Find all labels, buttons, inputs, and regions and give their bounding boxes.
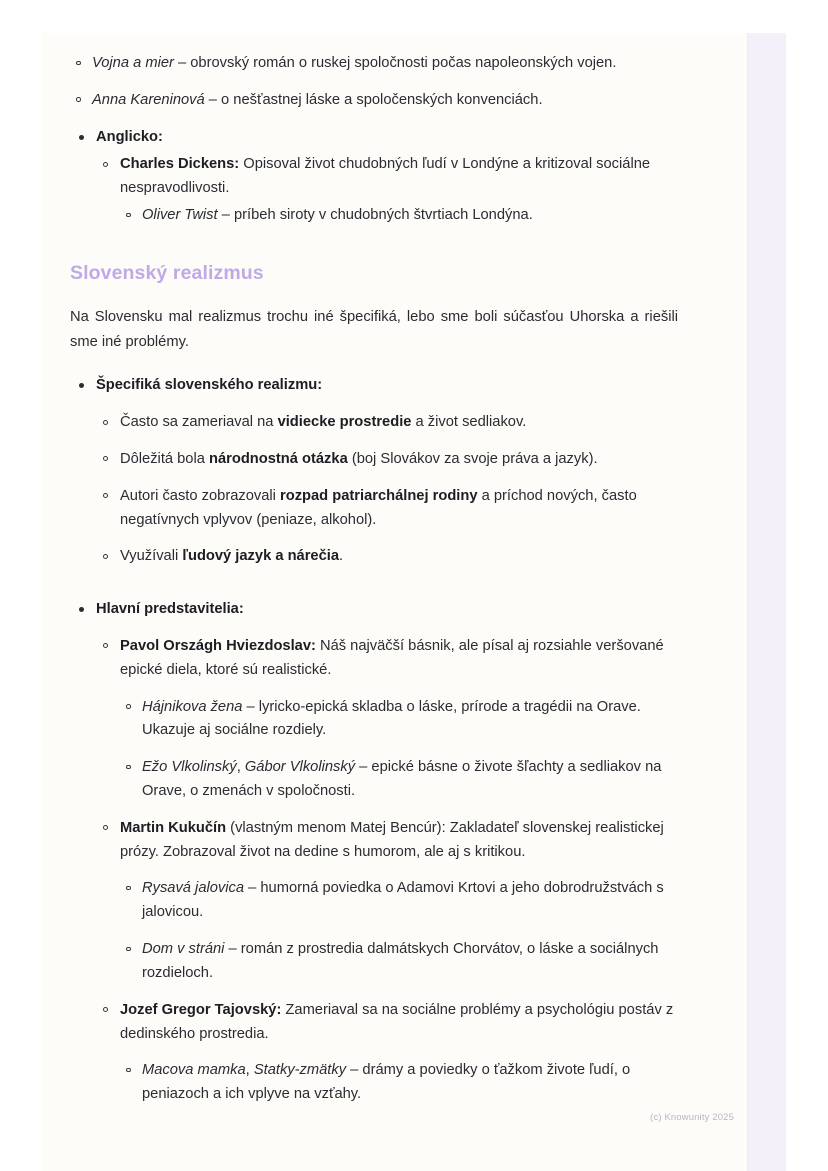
dash: – — [204, 91, 222, 108]
work-title: Ežo Vlkolinský — [142, 759, 237, 776]
work-description: príbeh siroty v chudobných štvrtiach Londýna. — [233, 207, 533, 224]
author-works-list — [120, 696, 678, 804]
bullet-icon — [103, 825, 108, 830]
list-item — [120, 938, 678, 986]
list-item — [96, 545, 678, 569]
dash: – — [224, 941, 241, 958]
list-item — [120, 1059, 678, 1107]
list-item — [96, 999, 678, 1107]
work-description: o nešťastnej láske a spoločenských konvenciách. — [221, 91, 543, 108]
author-name: Jozef Gregor Tajovský: — [120, 1001, 282, 1018]
list-item — [120, 877, 678, 925]
work-title: Anna Kareninová — [92, 91, 205, 108]
bullet-icon — [103, 643, 108, 648]
author-description: Zameriaval sa na sociálne problémy a psychológiu postáv z dedinského prostredia. — [120, 1001, 674, 1042]
item-text-post: a príchod nových, často negatívnych vplyvov (peniaze, alkohol). — [120, 487, 637, 528]
dash: – — [173, 55, 191, 71]
bullet-icon — [79, 135, 84, 140]
author-works-list — [120, 1059, 678, 1107]
work-title: Oliver Twist — [142, 207, 218, 224]
spacer — [70, 582, 678, 596]
work-title-secondary: Gábor Vlkolinský — [244, 759, 356, 776]
separator: , — [245, 1062, 254, 1079]
bullet-icon — [103, 456, 108, 461]
subsection-heading: Hlavní predstavitelia: — [96, 601, 244, 618]
bullet-icon — [126, 886, 131, 891]
list-item — [96, 485, 678, 533]
author-name: Martin Kukučín — [120, 819, 227, 836]
copyright-credit: (c) Knowunity 2025 — [650, 1111, 734, 1122]
work-title: Hájnikova žena — [142, 698, 243, 715]
separator: , — [236, 759, 245, 776]
section-heading: Slovenský realizmus — [70, 261, 264, 284]
dash: – — [242, 698, 259, 715]
dash: – — [346, 1062, 363, 1079]
work-description: humorná poviedka o Adamovi Krtovi a jeho dobrodružstvách s jalovicou. — [142, 880, 664, 921]
subsection-heading: Špecifiká slovenského realizmu: — [96, 377, 323, 394]
russian-works-list — [70, 52, 678, 113]
list-item — [70, 374, 678, 569]
bullet-icon — [126, 1068, 131, 1073]
work-description: epické básne o živote šľachty a sedliakov na Orave, o zmenách v spoločnosti. — [142, 759, 662, 800]
item-text-bold: ľudový jazyk a nárečia — [182, 548, 340, 565]
anglicko-authors-list — [96, 153, 678, 227]
work-title: Vojna a mier — [92, 55, 174, 71]
list-item — [120, 696, 678, 744]
section-intro-paragraph: Na Slovensku mal realizmus trochu iné špecifiká, lebo sme boli súčasťou Uhorska a riešili sme iné problémy. — [70, 309, 678, 350]
author-description: Náš najväčší básnik, ale písal aj rozsiahle veršované epické diela, ktoré sú realistické. — [120, 637, 664, 678]
list-item — [96, 635, 678, 804]
anglicko-list — [70, 126, 678, 228]
document-content — [70, 33, 678, 1120]
list-item — [120, 204, 678, 228]
work-description: drámy a poviedky o ťažkom živote ľudí, o peniazoch a ich vplyve na vzťahy. — [142, 1062, 631, 1103]
list-item — [96, 411, 678, 435]
list-item — [70, 89, 678, 113]
list-item — [96, 448, 678, 472]
bullet-icon — [76, 61, 81, 66]
author-works-list — [120, 877, 678, 985]
author-description: (vlastným menom Matej Bencúr): Zakladateľ slovenskej realistickej prózy. Zobrazoval život na dedine s humorom, ale aj s kritikou. — [120, 819, 664, 860]
dash: – — [217, 207, 234, 224]
bullet-icon — [126, 947, 131, 952]
bullet-icon — [126, 704, 131, 709]
work-title: Dom v stráni — [142, 941, 225, 958]
list-item — [96, 153, 678, 227]
dickens-works-list — [120, 204, 678, 228]
item-text-bold: vidiecke prostredie — [277, 414, 412, 431]
document-page — [42, 33, 786, 1171]
specifika-list — [70, 374, 678, 569]
authors-list — [96, 635, 678, 1107]
specifika-items-list — [96, 411, 678, 569]
work-description: obrovský román o ruskej spoločnosti počas napoleonských vojen. — [190, 55, 617, 71]
bullet-icon — [126, 213, 131, 218]
author-description: Opisoval život chudobných ľudí v Londýne a kritizoval sociálne nespravodlivosti. — [120, 156, 651, 197]
country-heading: Anglicko: — [96, 128, 163, 145]
item-text-pre: Autori často zobrazovali — [120, 487, 281, 504]
bullet-icon — [79, 607, 84, 612]
item-text-post: . — [339, 548, 344, 565]
list-item — [70, 126, 678, 228]
work-title-secondary: Statky-zmätky — [253, 1062, 347, 1079]
item-text-pre: Využívali — [120, 548, 183, 565]
item-text-post: (boj Slovákov za svoje práva a jazyk). — [347, 450, 598, 467]
bullet-icon — [79, 383, 84, 388]
author-name: Charles Dickens: — [120, 156, 240, 173]
item-text-pre: Dôležitá bola — [120, 450, 209, 467]
author-name: Pavol Országh Hviezdoslav: — [120, 637, 316, 654]
list-item — [120, 756, 678, 804]
item-text-pre: Často sa zameriaval na — [120, 414, 278, 431]
dash: – — [355, 759, 372, 776]
list-item — [70, 52, 678, 76]
bullet-icon — [103, 162, 108, 167]
item-text-post: a život sedliakov. — [411, 414, 527, 431]
work-description: román z prostredia dalmátskych Chorvátov, o láske a sociálnych rozdieloch. — [142, 941, 659, 981]
page-side-rail — [747, 33, 786, 1171]
bullet-icon — [103, 493, 108, 498]
item-text-bold: rozpad patriarchálnej rodiny — [280, 487, 478, 504]
dash: – — [244, 880, 261, 897]
bullet-icon — [103, 1007, 108, 1012]
list-item — [96, 817, 678, 986]
work-description: lyricko-epická skladba o láske, prírode a tragédii na Orave. Ukazuje aj sociálne rozdiely. — [142, 698, 641, 739]
bullet-icon — [103, 554, 108, 559]
predstavitelia-list — [70, 598, 678, 1107]
bullet-icon — [76, 97, 81, 102]
bullet-icon — [126, 765, 131, 770]
bullet-icon — [103, 420, 108, 425]
item-text-bold: národnostná otázka — [209, 450, 348, 467]
work-title: Rysavá jalovica — [142, 880, 245, 897]
list-item — [70, 598, 678, 1107]
work-title: Macova mamka — [142, 1062, 246, 1079]
